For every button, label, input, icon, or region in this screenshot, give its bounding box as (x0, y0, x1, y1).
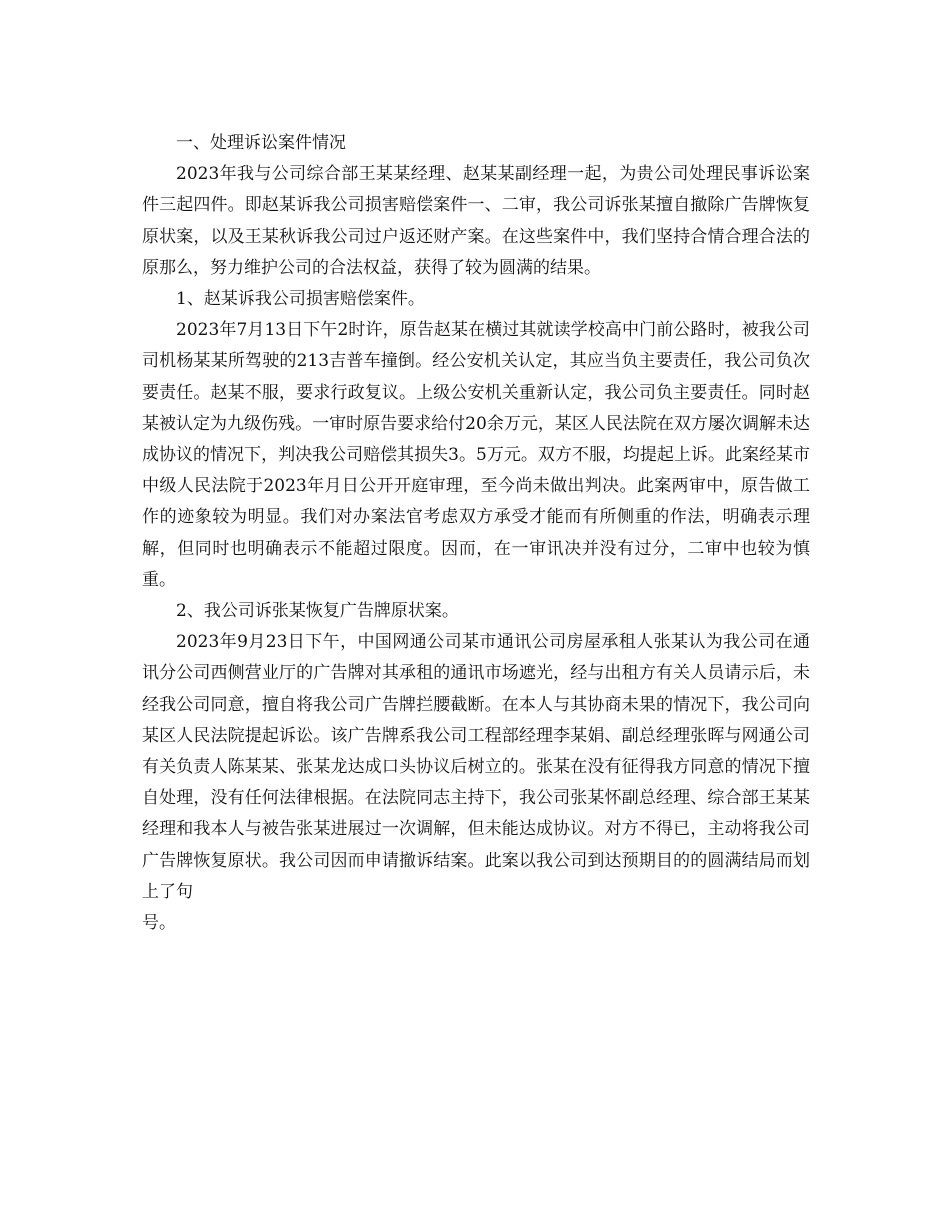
section-heading: 一、处理诉讼案件情况 (176, 133, 346, 153)
case2-paragraph-tail: 号。 (142, 913, 176, 934)
intro-paragraph: 2023年我与公司综合部王某某经理、赵某某副经理一起，为贵公司处理民事诉讼案件三起四件。即赵某诉我公司损害赔偿案件一、二审，我公司诉张某擅自撤除广告牌恢复原状案，以及王某秋诉我公司过户返还财产案。在这些案件中，我们坚持合情合理合法的原那么，努力维护公司的合法权益，获得了较为圆满的结果。 (142, 164, 810, 278)
document-body (142, 128, 810, 939)
case2-title: 2、我公司诉张某恢复广告牌原状案。 (176, 601, 459, 622)
case1-paragraph: 2023年7月13日下午2时许，原告赵某在横过其就读学校高中门前公路时，被我公司司机杨某某所驾驶的213吉普车撞倒。经公安机关认定，其应当负主要责任，我公司负次要责任。赵某不服，要求行政复议。上级公安机关重新认定，我公司负主要责任。同时赵某被认定为九级伤残。一审时原告要求给付20余万元，某区人民法院在双方屡次调解未达成协议的情况下，判决我公司赔偿其损失3。5万元。双方不服，均提起上诉。此案经某市中级人民法院于2023年月日公开开庭审理，至今尚未做出判决。此案两审中，原告做工作的迹象较为明显。我们对办案法官考虑双方承受才能而有所侧重的作法，明确表示理解，但同时也明确表示不能超过限度。因而，在一审讯决并没有过分，二审中也较为慎重。 (142, 320, 810, 590)
case1-title: 1、赵某诉我公司损害赔偿案件。 (176, 289, 425, 310)
case2-paragraph: 2023年9月23日下午，中国网通公司某市通讯公司房屋承租人张某认为我公司在通讯分公司西侧营业厅的广告牌对其承租的通讯市场遮光，经与出租方有关人员请示后，未经我公司同意，擅自将我公司广告牌拦腰截断。在本人与其协商未果的情况下，我公司向某区人民法院提起诉讼。该广告牌系我公司工程部经理李某娟、副总经理张晖与网通公司有关负责人陈某某、张某龙达成口头协议后树立的。张某在没有征得我方同意的情况下擅自处理，没有任何法律根据。在法院同志主持下，我公司张某怀副总经理、综合部王某某经理和我本人与被告张某进展过一次调解，但未能达成协议。对方不得已，主动将我公司广告牌恢复原状。我公司因而申请撤诉结案。此案以我公司到达预期目的的圆满结局而划上了句 (142, 632, 810, 902)
